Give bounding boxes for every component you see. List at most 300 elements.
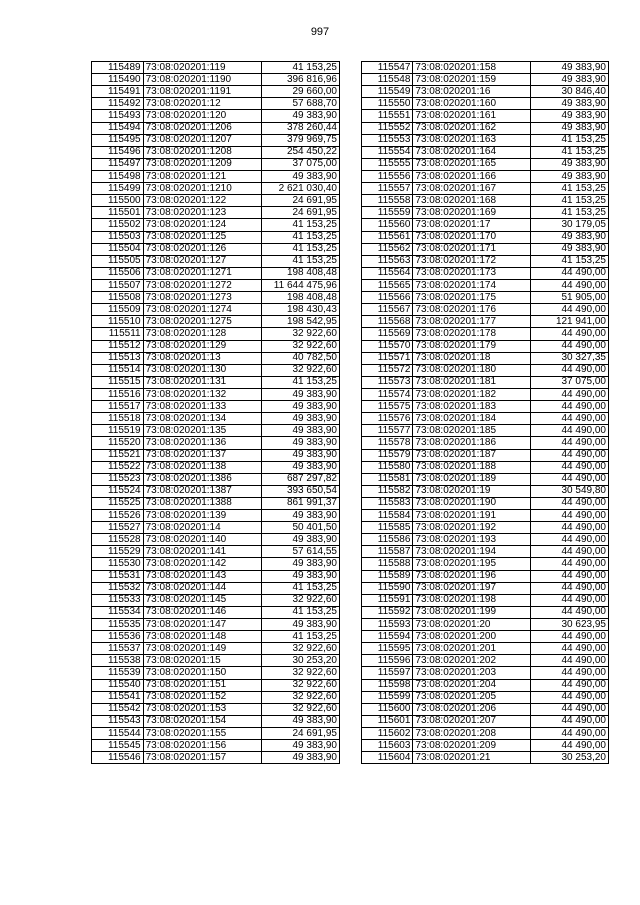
cadastral-number-cell: 73:08:020201:14 [143, 522, 261, 534]
row-number-cell: 115541 [92, 691, 144, 703]
table-row [92, 619, 340, 631]
table-row [362, 364, 609, 376]
table-row [92, 461, 340, 473]
table-row [92, 74, 340, 86]
value-cell: 44 490,00 [531, 546, 609, 558]
value-cell: 41 153,25 [531, 134, 609, 146]
table-row [92, 231, 340, 243]
table-row [362, 437, 609, 449]
table-row [92, 243, 340, 255]
row-number-cell: 115536 [92, 631, 144, 643]
row-number-cell: 115505 [92, 255, 144, 267]
row-number-cell: 115586 [362, 534, 413, 546]
table-row [362, 170, 609, 182]
row-number-cell: 115550 [362, 98, 413, 110]
value-cell: 57 688,70 [262, 98, 340, 110]
table-row [92, 86, 340, 98]
table-row [362, 401, 609, 413]
row-number-cell: 115560 [362, 219, 413, 231]
row-number-cell: 115493 [92, 110, 144, 122]
cadastral-number-cell: 73:08:020201:204 [413, 679, 531, 691]
value-cell: 44 490,00 [531, 473, 609, 485]
row-number-cell: 115547 [362, 62, 413, 74]
row-number-cell: 115588 [362, 558, 413, 570]
cadastral-number-cell: 73:08:020201:137 [143, 449, 261, 461]
value-cell: 861 991,37 [262, 497, 340, 509]
value-cell: 44 490,00 [531, 267, 609, 279]
table-row [362, 376, 609, 388]
row-number-cell: 115568 [362, 316, 413, 328]
row-number-cell: 115539 [92, 667, 144, 679]
table-row [362, 715, 609, 727]
row-number-cell: 115556 [362, 170, 413, 182]
cadastral-number-cell: 73:08:020201:1209 [143, 158, 261, 170]
row-number-cell: 115562 [362, 243, 413, 255]
cadastral-number-cell: 73:08:020201:202 [413, 655, 531, 667]
value-cell: 198 542,95 [262, 316, 340, 328]
table-row [362, 679, 609, 691]
value-cell: 44 490,00 [531, 558, 609, 570]
row-number-cell: 115519 [92, 425, 144, 437]
cadastral-number-cell: 73:08:020201:21 [413, 752, 531, 764]
cadastral-number-cell: 73:08:020201:130 [143, 364, 261, 376]
value-cell: 687 297,82 [262, 473, 340, 485]
cadastral-number-cell: 73:08:020201:181 [413, 376, 531, 388]
table-row [92, 582, 340, 594]
row-number-cell: 115600 [362, 703, 413, 715]
value-cell: 32 922,60 [262, 364, 340, 376]
table-row [362, 655, 609, 667]
value-cell: 32 922,60 [262, 340, 340, 352]
table-row [92, 122, 340, 134]
value-cell: 44 490,00 [531, 437, 609, 449]
row-number-cell: 115503 [92, 231, 144, 243]
cadastral-number-cell: 73:08:020201:178 [413, 328, 531, 340]
value-cell: 41 153,25 [531, 207, 609, 219]
value-cell: 49 383,90 [531, 170, 609, 182]
row-number-cell: 115500 [92, 195, 144, 207]
value-cell: 30 327,35 [531, 352, 609, 364]
row-number-cell: 115596 [362, 655, 413, 667]
value-cell: 41 153,25 [262, 62, 340, 74]
table-row [92, 667, 340, 679]
row-number-cell: 115601 [362, 715, 413, 727]
row-number-cell: 115546 [92, 752, 144, 764]
row-number-cell: 115564 [362, 267, 413, 279]
value-cell: 49 383,90 [262, 110, 340, 122]
value-cell: 57 614,55 [262, 546, 340, 558]
table-row [362, 279, 609, 291]
row-number-cell: 115522 [92, 461, 144, 473]
table-row [92, 691, 340, 703]
table-row [362, 231, 609, 243]
row-number-cell: 115602 [362, 728, 413, 740]
cadastral-number-cell: 73:08:020201:173 [413, 267, 531, 279]
value-cell: 41 153,25 [531, 195, 609, 207]
value-cell: 44 490,00 [531, 740, 609, 752]
table-row [362, 255, 609, 267]
cadastral-number-cell: 73:08:020201:1206 [143, 122, 261, 134]
cadastral-number-cell: 73:08:020201:203 [413, 667, 531, 679]
table-row [92, 703, 340, 715]
table-row [92, 195, 340, 207]
table-row [362, 219, 609, 231]
value-cell: 198 408,48 [262, 292, 340, 304]
cadastral-number-cell: 73:08:020201:122 [143, 195, 261, 207]
row-number-cell: 115517 [92, 401, 144, 413]
row-number-cell: 115512 [92, 340, 144, 352]
cadastral-number-cell: 73:08:020201:172 [413, 255, 531, 267]
row-number-cell: 115504 [92, 243, 144, 255]
cadastral-number-cell: 73:08:020201:159 [413, 74, 531, 86]
table-row [92, 655, 340, 667]
row-number-cell: 115597 [362, 667, 413, 679]
table-row [362, 413, 609, 425]
row-number-cell: 115567 [362, 304, 413, 316]
row-number-cell: 115557 [362, 183, 413, 195]
value-cell: 32 922,60 [262, 691, 340, 703]
cadastral-number-cell: 73:08:020201:188 [413, 461, 531, 473]
table-row [362, 340, 609, 352]
table-row [362, 703, 609, 715]
value-cell: 44 490,00 [531, 715, 609, 727]
table-row [92, 388, 340, 400]
row-number-cell: 115593 [362, 619, 413, 631]
cadastral-number-cell: 73:08:020201:176 [413, 304, 531, 316]
row-number-cell: 115502 [92, 219, 144, 231]
value-cell: 49 383,90 [262, 425, 340, 437]
row-number-cell: 115570 [362, 340, 413, 352]
row-number-cell: 115491 [92, 86, 144, 98]
cadastral-number-cell: 73:08:020201:1191 [143, 86, 261, 98]
value-cell: 49 383,90 [262, 170, 340, 182]
row-number-cell: 115578 [362, 437, 413, 449]
value-cell: 198 408,48 [262, 267, 340, 279]
cadastral-number-cell: 73:08:020201:20 [413, 619, 531, 631]
row-number-cell: 115525 [92, 497, 144, 509]
table-row [362, 304, 609, 316]
row-number-cell: 115529 [92, 546, 144, 558]
row-number-cell: 115574 [362, 388, 413, 400]
cadastral-number-cell: 73:08:020201:168 [413, 195, 531, 207]
value-cell: 41 153,25 [262, 219, 340, 231]
row-number-cell: 115527 [92, 522, 144, 534]
row-number-cell: 115581 [362, 473, 413, 485]
value-cell: 49 383,90 [531, 158, 609, 170]
row-number-cell: 115508 [92, 292, 144, 304]
table-row [362, 449, 609, 461]
cadastral-number-cell: 73:08:020201:135 [143, 425, 261, 437]
cadastral-number-cell: 73:08:020201:12 [143, 98, 261, 110]
row-number-cell: 115545 [92, 740, 144, 752]
row-number-cell: 115575 [362, 401, 413, 413]
table-row [92, 715, 340, 727]
table-row [362, 122, 609, 134]
table-row [92, 425, 340, 437]
table-row [362, 74, 609, 86]
row-number-cell: 115532 [92, 582, 144, 594]
table-row [92, 340, 340, 352]
cadastral-number-cell: 73:08:020201:184 [413, 413, 531, 425]
cadastral-number-cell: 73:08:020201:1271 [143, 267, 261, 279]
row-number-cell: 115523 [92, 473, 144, 485]
cadastral-number-cell: 73:08:020201:186 [413, 437, 531, 449]
table-row [92, 146, 340, 158]
value-cell: 44 490,00 [531, 582, 609, 594]
value-cell: 24 691,95 [262, 207, 340, 219]
value-cell: 44 490,00 [531, 279, 609, 291]
row-number-cell: 115559 [362, 207, 413, 219]
row-number-cell: 115535 [92, 619, 144, 631]
value-cell: 44 490,00 [531, 461, 609, 473]
cadastral-number-cell: 73:08:020201:180 [413, 364, 531, 376]
table-row [362, 691, 609, 703]
value-cell: 44 490,00 [531, 534, 609, 546]
row-number-cell: 115594 [362, 631, 413, 643]
table-row [362, 62, 609, 74]
cadastral-number-cell: 73:08:020201:131 [143, 376, 261, 388]
table-row [92, 376, 340, 388]
cadastral-number-cell: 73:08:020201:182 [413, 388, 531, 400]
table-row [92, 219, 340, 231]
table-row [362, 582, 609, 594]
value-cell: 30 549,80 [531, 485, 609, 497]
cadastral-number-cell: 73:08:020201:198 [413, 594, 531, 606]
row-number-cell: 115552 [362, 122, 413, 134]
cadastral-number-cell: 73:08:020201:199 [413, 606, 531, 618]
table-row [362, 388, 609, 400]
value-cell: 44 490,00 [531, 328, 609, 340]
table-row [92, 304, 340, 316]
row-number-cell: 115492 [92, 98, 144, 110]
cadastral-number-cell: 73:08:020201:177 [413, 316, 531, 328]
row-number-cell: 115582 [362, 485, 413, 497]
table-row [92, 352, 340, 364]
cadastral-number-cell: 73:08:020201:147 [143, 619, 261, 631]
value-cell: 378 260,44 [262, 122, 340, 134]
value-cell: 37 075,00 [531, 376, 609, 388]
table-row [92, 328, 340, 340]
cadastral-number-cell: 73:08:020201:18 [413, 352, 531, 364]
cadastral-number-cell: 73:08:020201:1386 [143, 473, 261, 485]
value-cell: 2 621 030,40 [262, 183, 340, 195]
value-cell: 49 383,90 [262, 752, 340, 764]
row-number-cell: 115580 [362, 461, 413, 473]
table-row [92, 183, 340, 195]
cadastral-number-cell: 73:08:020201:154 [143, 715, 261, 727]
row-number-cell: 115501 [92, 207, 144, 219]
cadastral-number-cell: 73:08:020201:138 [143, 461, 261, 473]
row-number-cell: 115595 [362, 643, 413, 655]
value-cell: 49 383,90 [531, 110, 609, 122]
cadastral-number-cell: 73:08:020201:142 [143, 558, 261, 570]
table-row [92, 752, 340, 764]
cadastral-number-cell: 73:08:020201:132 [143, 388, 261, 400]
table-row [362, 352, 609, 364]
cadastral-number-cell: 73:08:020201:190 [413, 497, 531, 509]
value-cell: 49 383,90 [262, 388, 340, 400]
row-number-cell: 115528 [92, 534, 144, 546]
row-number-cell: 115566 [362, 292, 413, 304]
value-cell: 379 969,75 [262, 134, 340, 146]
value-cell: 44 490,00 [531, 388, 609, 400]
table-row [92, 279, 340, 291]
row-number-cell: 115571 [362, 352, 413, 364]
value-cell: 49 383,90 [262, 570, 340, 582]
value-cell: 32 922,60 [262, 703, 340, 715]
row-number-cell: 115585 [362, 522, 413, 534]
table-row [362, 195, 609, 207]
value-cell: 41 153,25 [262, 376, 340, 388]
row-number-cell: 115604 [362, 752, 413, 764]
cadastral-number-cell: 73:08:020201:169 [413, 207, 531, 219]
value-cell: 32 922,60 [262, 643, 340, 655]
row-number-cell: 115538 [92, 655, 144, 667]
value-cell: 198 430,43 [262, 304, 340, 316]
row-number-cell: 115514 [92, 364, 144, 376]
cadastral-number-cell: 73:08:020201:128 [143, 328, 261, 340]
value-cell: 44 490,00 [531, 401, 609, 413]
row-number-cell: 115509 [92, 304, 144, 316]
table-row [92, 255, 340, 267]
cadastral-number-cell: 73:08:020201:148 [143, 631, 261, 643]
cadastral-number-cell: 73:08:020201:19 [413, 485, 531, 497]
table-row [92, 170, 340, 182]
cadastral-number-cell: 73:08:020201:151 [143, 679, 261, 691]
row-number-cell: 115589 [362, 570, 413, 582]
cadastral-number-cell: 73:08:020201:191 [413, 510, 531, 522]
table-row [362, 606, 609, 618]
table-row [92, 158, 340, 170]
value-cell: 30 179,05 [531, 219, 609, 231]
row-number-cell: 115526 [92, 510, 144, 522]
cadastral-number-cell: 73:08:020201:166 [413, 170, 531, 182]
row-number-cell: 115537 [92, 643, 144, 655]
row-number-cell: 115534 [92, 606, 144, 618]
value-cell: 44 490,00 [531, 728, 609, 740]
value-cell: 396 816,96 [262, 74, 340, 86]
value-cell: 30 253,20 [531, 752, 609, 764]
table-row [362, 134, 609, 146]
table-row [92, 316, 340, 328]
cadastral-number-cell: 73:08:020201:160 [413, 98, 531, 110]
cadastral-number-cell: 73:08:020201:175 [413, 292, 531, 304]
value-cell: 41 153,25 [262, 631, 340, 643]
value-cell: 41 153,25 [262, 255, 340, 267]
table-row [92, 606, 340, 618]
value-cell: 49 383,90 [531, 98, 609, 110]
cadastral-number-cell: 73:08:020201:1387 [143, 485, 261, 497]
row-number-cell: 115590 [362, 582, 413, 594]
cadastral-number-cell: 73:08:020201:125 [143, 231, 261, 243]
value-cell: 50 401,50 [262, 522, 340, 534]
cadastral-number-cell: 73:08:020201:164 [413, 146, 531, 158]
value-cell: 44 490,00 [531, 655, 609, 667]
cadastral-number-cell: 73:08:020201:207 [413, 715, 531, 727]
table-row [92, 522, 340, 534]
cadastral-number-cell: 73:08:020201:158 [413, 62, 531, 74]
table-row [92, 534, 340, 546]
value-cell: 44 490,00 [531, 449, 609, 461]
cadastral-number-cell: 73:08:020201:201 [413, 643, 531, 655]
table-row [92, 267, 340, 279]
cadastral-number-cell: 73:08:020201:196 [413, 570, 531, 582]
table-row [362, 473, 609, 485]
row-number-cell: 115587 [362, 546, 413, 558]
value-cell: 51 905,00 [531, 292, 609, 304]
cadastral-number-cell: 73:08:020201:193 [413, 534, 531, 546]
cadastral-number-cell: 73:08:020201:134 [143, 413, 261, 425]
row-number-cell: 115544 [92, 728, 144, 740]
value-cell: 41 153,25 [531, 183, 609, 195]
cadastral-number-cell: 73:08:020201:1208 [143, 146, 261, 158]
row-number-cell: 115494 [92, 122, 144, 134]
cadastral-number-cell: 73:08:020201:13 [143, 352, 261, 364]
row-number-cell: 115579 [362, 449, 413, 461]
table-row [92, 679, 340, 691]
value-cell: 49 383,90 [262, 449, 340, 461]
table-row [92, 728, 340, 740]
cadastral-number-cell: 73:08:020201:133 [143, 401, 261, 413]
cadastral-number-cell: 73:08:020201:167 [413, 183, 531, 195]
value-cell: 41 153,25 [531, 146, 609, 158]
row-number-cell: 115572 [362, 364, 413, 376]
table-row [92, 98, 340, 110]
value-cell: 49 383,90 [262, 619, 340, 631]
table-row [92, 401, 340, 413]
value-cell: 41 153,25 [262, 582, 340, 594]
cadastral-number-cell: 73:08:020201:124 [143, 219, 261, 231]
cadastral-number-cell: 73:08:020201:1210 [143, 183, 261, 195]
cadastral-number-cell: 73:08:020201:119 [143, 62, 261, 74]
value-cell: 49 383,90 [262, 437, 340, 449]
cadastral-number-cell: 73:08:020201:165 [413, 158, 531, 170]
cadastral-number-cell: 73:08:020201:171 [413, 243, 531, 255]
row-number-cell: 115592 [362, 606, 413, 618]
value-cell: 49 383,90 [262, 558, 340, 570]
cadastral-number-cell: 73:08:020201:140 [143, 534, 261, 546]
table-row [362, 316, 609, 328]
value-cell: 41 153,25 [531, 255, 609, 267]
cadastral-number-cell: 73:08:020201:153 [143, 703, 261, 715]
row-number-cell: 115561 [362, 231, 413, 243]
row-number-cell: 115533 [92, 594, 144, 606]
row-number-cell: 115490 [92, 74, 144, 86]
cadastral-number-cell: 73:08:020201:1190 [143, 74, 261, 86]
value-cell: 44 490,00 [531, 570, 609, 582]
cadastral-number-cell: 73:08:020201:163 [413, 134, 531, 146]
row-number-cell: 115496 [92, 146, 144, 158]
cadastral-number-cell: 73:08:020201:15 [143, 655, 261, 667]
table-row [92, 546, 340, 558]
table-row [362, 728, 609, 740]
value-cell: 44 490,00 [531, 510, 609, 522]
table-row [92, 643, 340, 655]
value-cell: 49 383,90 [262, 534, 340, 546]
table-row [362, 558, 609, 570]
table-row [92, 437, 340, 449]
table-row [362, 510, 609, 522]
row-number-cell: 115524 [92, 485, 144, 497]
table-row [362, 207, 609, 219]
row-number-cell: 115551 [362, 110, 413, 122]
value-cell: 44 490,00 [531, 679, 609, 691]
value-cell: 41 153,25 [262, 606, 340, 618]
row-number-cell: 115510 [92, 316, 144, 328]
table-row [362, 619, 609, 631]
row-number-cell: 115584 [362, 510, 413, 522]
cadastral-number-cell: 73:08:020201:145 [143, 594, 261, 606]
